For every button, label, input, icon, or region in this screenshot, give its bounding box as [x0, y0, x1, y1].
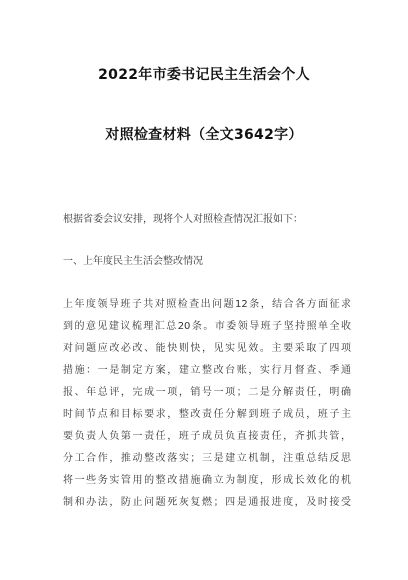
body-line: 上年度领导班子共对照检查出问题12条，结合各方面征求 — [63, 299, 351, 310]
body-line: 时间节点和目标要求，整改责任分解到班子成员，班子主 — [63, 409, 351, 420]
body-line: 将一些务实管用的整改措施确立为制度，形成长效化的机 — [63, 475, 351, 486]
document-title-line-2: 对照检查材料（全文3642字） — [105, 127, 303, 143]
section-heading: 一、上年度民主生活会整改情况 — [63, 256, 203, 267]
body-line: 到的意见建议梳理汇总20条。市委领导班子坚持照单全收 — [63, 321, 351, 332]
body-line: 报、年总评，完成一项，销号一项；二是分解责任，明确 — [63, 387, 351, 398]
body-line: 要负责人负第一责任，班子成员负直接责任，齐抓共管， — [63, 431, 351, 442]
document-title-line-1: 2022年市委书记民主生活会个人 — [98, 67, 310, 83]
body-line: 对问题应改必改、能快则快，见实见效。主要采取了四项 — [63, 343, 351, 354]
body-line: 分工合作，推动整改落实；三是建立机制，注重总结反思 — [63, 453, 351, 464]
body-line: 制和办法，防止问题死灰复燃；四是通报进度，及时接受 — [63, 497, 351, 508]
intro-paragraph: 根据省委会议安排，现将个人对照检查情况汇报如下： — [63, 214, 303, 225]
body-line: 措施：一是制定方案，建立整改台账，实行月督查、季通 — [63, 365, 351, 376]
